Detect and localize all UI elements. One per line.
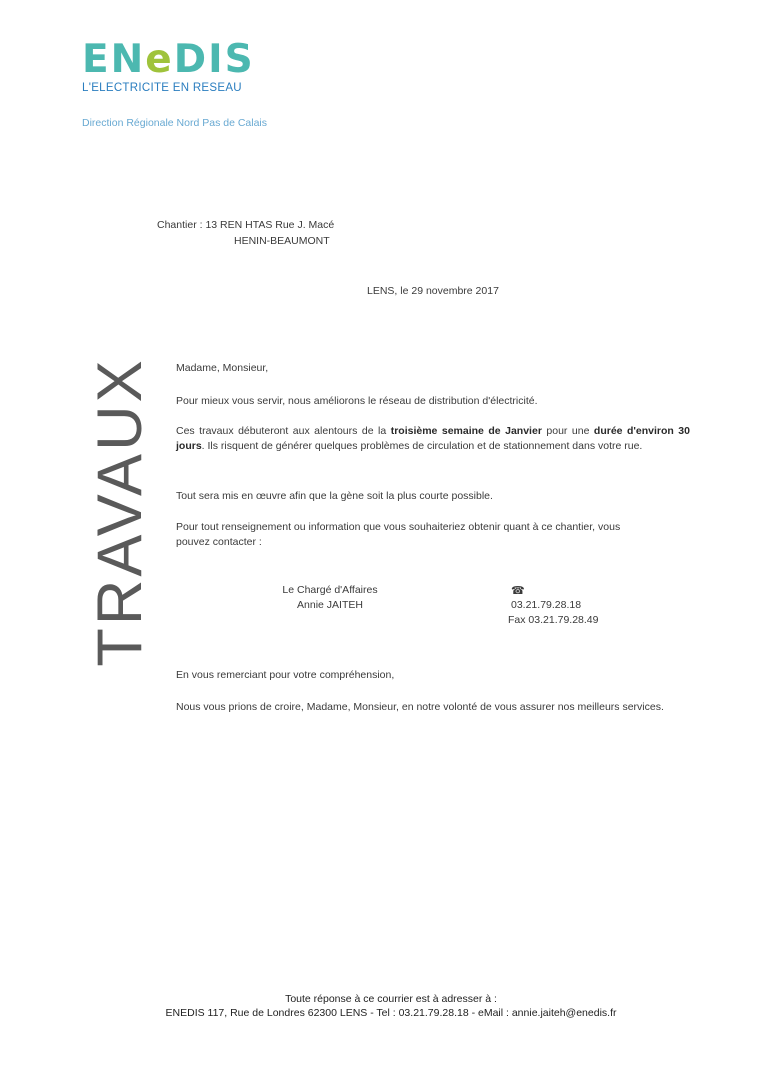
works-start-week: troisième semaine de Janvier xyxy=(390,425,542,437)
logo-part-1: EN xyxy=(82,37,146,82)
travaux-side-title: TRAVAUX xyxy=(85,357,155,667)
paragraph-inconvenience: Tout sera mis en œuvre afin que la gène soit la plus courte possible. xyxy=(176,490,493,502)
paragraph-contact xyxy=(176,520,690,550)
logo-part-3: DIS xyxy=(173,37,255,82)
footer-line-1: Toute réponse à ce courrier est à adresser à : xyxy=(285,993,497,1005)
contact-text-line1: Pour tout renseignement ou information que vous souhaiteriez obtenir quant à ce chantier, vous xyxy=(176,521,621,533)
salutation: Madame, Monsieur, xyxy=(176,362,269,374)
closing-text: Nous vous prions de croire, Madame, Monsieur, en notre volonté de vous assurer nos meilleurs services. xyxy=(176,701,664,713)
closing-formula xyxy=(176,700,690,715)
logo-part-2: e xyxy=(145,37,174,82)
works-text-a: Ces travaux débuteront aux alentours de la xyxy=(176,425,391,437)
paragraph-works xyxy=(176,424,690,454)
works-duration: durée d'environ 30 jours xyxy=(176,425,690,452)
thanks-line: En vous remerciant pour votre compréhension, xyxy=(176,669,395,681)
fax-number: Fax 03.21.79.28.49 xyxy=(508,614,599,626)
logo-tagline: L'ELECTRICITE EN RESEAU xyxy=(82,82,242,94)
site-city: HENIN-BEAUMONT xyxy=(234,235,330,247)
footer-line-2: ENEDIS 117, Rue de Londres 62300 LENS - Tel : 03.21.79.28.18 - eMail : annie.jaiteh@enedis.fr xyxy=(165,1007,617,1019)
phone-number: 03.21.79.28.18 xyxy=(511,599,582,611)
contact-name: Annie JAITEH xyxy=(297,599,363,611)
contact-person xyxy=(270,583,390,613)
contact-role: Le Chargé d'Affaires xyxy=(282,584,378,596)
letter-date: LENS, le 29 novembre 2017 xyxy=(367,285,499,297)
regional-direction: Direction Régionale Nord Pas de Calais xyxy=(82,117,268,129)
site-address: Chantier : 13 REN HTAS Rue J. Macé xyxy=(157,219,335,231)
works-text-c: pour une xyxy=(541,425,594,437)
contact-numbers xyxy=(508,583,599,628)
works-text-e: . Ils risquent de générer quelques problèmes de circulation et de stationnement dans votre rue. xyxy=(201,440,643,452)
paragraph-intro: Pour mieux vous servir, nous améliorons le réseau de distribution d'électricité. xyxy=(176,395,538,407)
phone-line xyxy=(511,583,599,613)
contact-text-line2: pouvez contacter : xyxy=(176,536,262,548)
enedis-logo xyxy=(82,38,255,82)
phone-icon: ☎ xyxy=(511,584,525,597)
